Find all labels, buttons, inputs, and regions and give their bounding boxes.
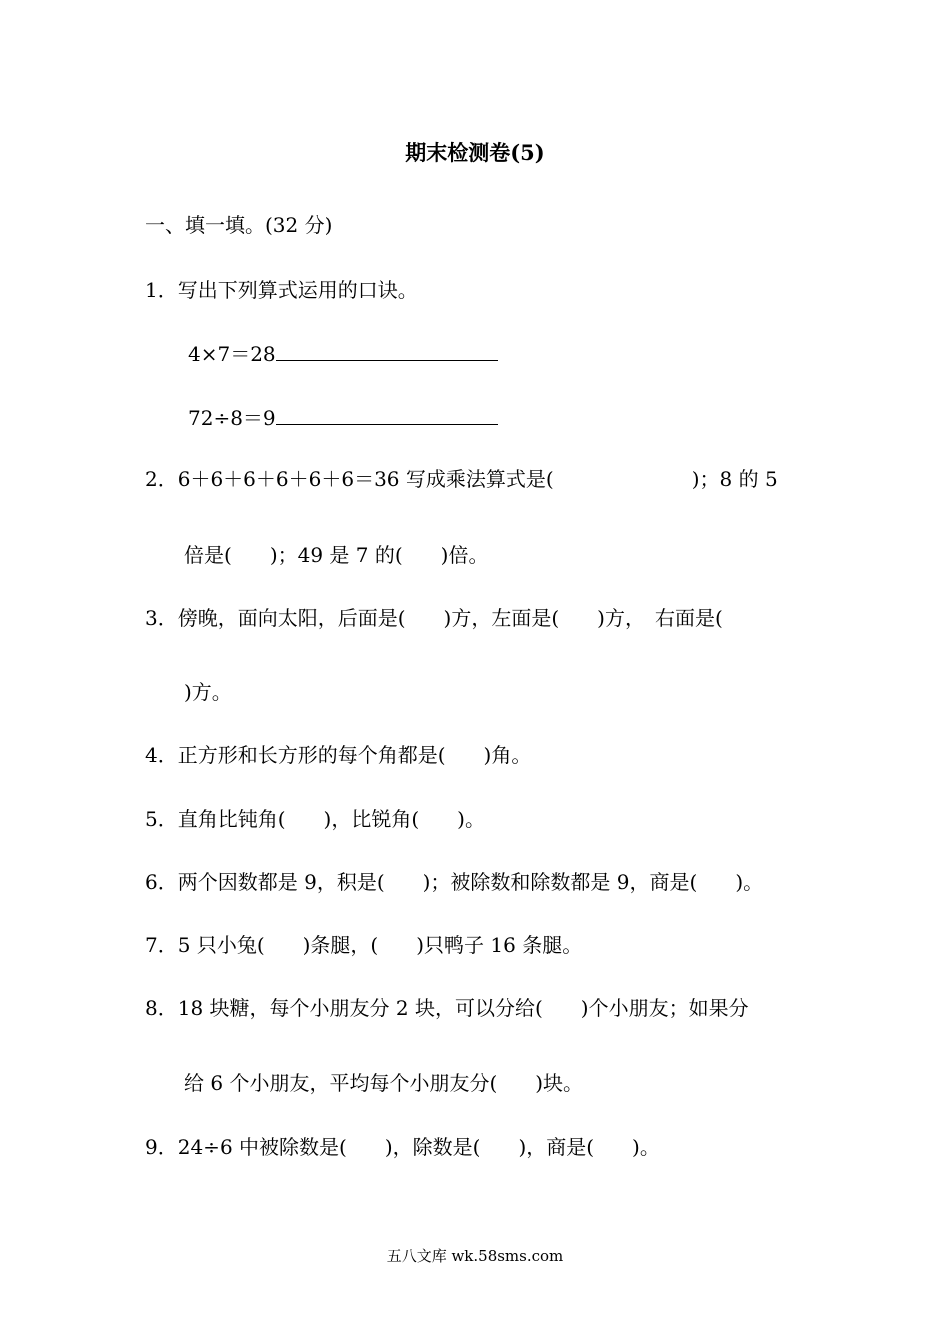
question-number: 9． (145, 1135, 178, 1159)
question-8-line-1 (145, 996, 749, 1020)
question-text: )，除数是( (384, 1135, 481, 1159)
question-text: )个小朋友；如果分 (580, 996, 749, 1020)
question-text: 两个因数都是 9，积是( (177, 870, 385, 894)
answer-blank (276, 406, 498, 425)
question-text: 18 块糖，每个小朋友分 2 块，可以分给( (177, 996, 543, 1020)
question-8-line-2 (184, 1071, 583, 1095)
question-4 (145, 743, 531, 767)
question-3-line-2 (184, 680, 232, 704)
question-text: 倍是( (184, 543, 232, 567)
question-2-line-2 (184, 543, 488, 567)
question-number: 4． (145, 743, 178, 767)
question-text: )，比锐角( (323, 807, 420, 831)
question-text: 5 只小兔( (177, 933, 265, 957)
question-number: 6． (145, 870, 178, 894)
q1-equation-2 (188, 406, 498, 430)
question-6 (145, 870, 763, 894)
question-1 (145, 278, 418, 302)
question-text: )方，左面是( (443, 606, 560, 630)
question-5 (145, 807, 485, 831)
question-9 (145, 1135, 660, 1159)
question-text: )；被除数和除数都是 9，商是( (422, 870, 698, 894)
question-7 (145, 933, 582, 957)
question-text: )；49 是 7 的( (269, 543, 403, 567)
question-number: 2． (145, 467, 178, 491)
question-number: 1． (145, 278, 178, 302)
question-text: )块。 (535, 1071, 584, 1095)
question-text: )。 (457, 807, 485, 831)
question-text: )倍。 (440, 543, 489, 567)
question-number: 8． (145, 996, 178, 1020)
question-text: )角。 (483, 743, 532, 767)
question-text: 给 6 个小朋友，平均每个小朋友分( (184, 1071, 498, 1095)
page-title: 期末检测卷(5) (405, 140, 545, 165)
q1-equation-1 (188, 342, 498, 366)
question-text: )方。 (184, 680, 232, 704)
question-number: 5． (145, 807, 178, 831)
question-number: 3． (145, 606, 178, 630)
question-text: )；8 的 5 (691, 467, 778, 491)
question-2-line-1 (145, 467, 778, 491)
question-text: 傍晚，面向太阳，后面是( (177, 606, 406, 630)
question-text: )条腿，( (302, 933, 379, 957)
question-text: 正方形和长方形的每个角都是( (177, 743, 446, 767)
question-text: 6＋6＋6＋6＋6＋6＝36 写成乘法算式是( (177, 467, 554, 491)
question-text: )只鸭子 16 条腿。 (416, 933, 583, 957)
section-heading: 一、填一填。(32 分) (145, 213, 333, 237)
question-text: )方， 右面是( (597, 606, 723, 630)
equation-text: 72÷8＝9 (188, 406, 276, 430)
question-3-line-1 (145, 606, 723, 630)
footer-watermark: 五八文库 wk.58sms.com (386, 1247, 564, 1265)
question-text: 直角比钝角( (177, 807, 286, 831)
question-text: )。 (632, 1135, 660, 1159)
question-text: )。 (735, 870, 764, 894)
question-text: 写出下列算式运用的口诀。 (177, 278, 418, 302)
question-text: )，商是( (518, 1135, 595, 1159)
question-text: 24÷6 中被除数是( (177, 1135, 347, 1159)
answer-blank (276, 342, 498, 361)
question-number: 7． (145, 933, 178, 957)
equation-text: 4×7＝28 (188, 342, 276, 366)
